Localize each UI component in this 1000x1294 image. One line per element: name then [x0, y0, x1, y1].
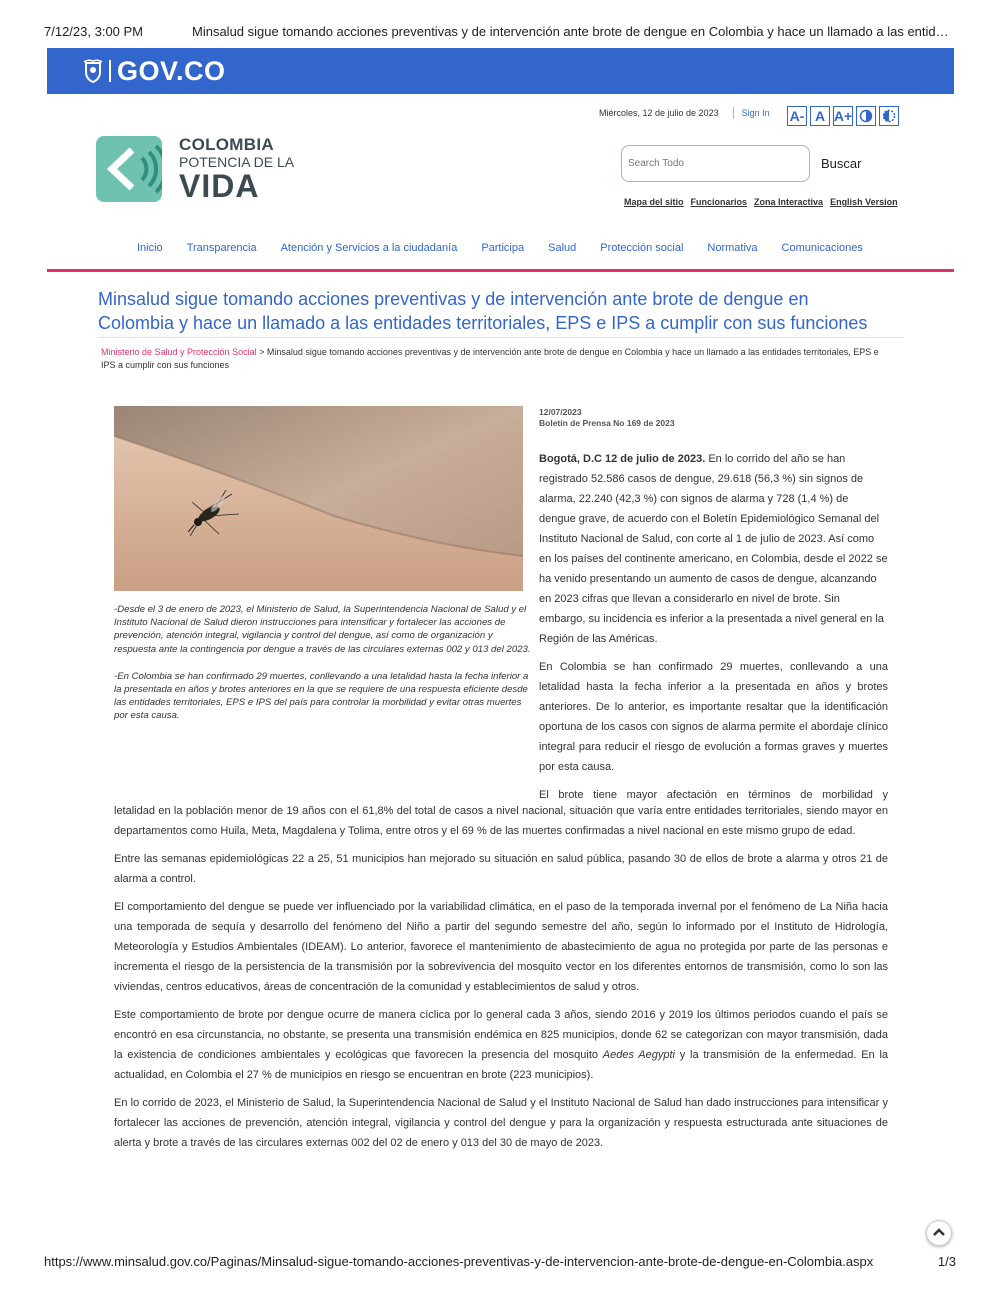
paragraph-6-b: y la transmisión de la enfermedad. En la actualidad, en Colombia el 27 % de municipios en riesgo se encuentran en brote (223 municipios). — [114, 1049, 889, 1081]
govco-logo-text: GOV.CO — [117, 55, 226, 86]
search-input[interactable] — [621, 145, 810, 182]
lead-dateline: Bogotá, D.C 12 de julio de 2023. — [539, 453, 706, 465]
paragraph-2: En Colombia se han confirmado 29 muertes, conllevando a una letalidad hasta la fecha inferior a la presentada en años y brotes anteriores. De lo anterior, es importante resaltar que la identificación oportuna de los casos con signos de alarma permite el abordaje clínico integral para reducir el riesgo de evolución a formas graves y muertes por esta causa. — [539, 661, 888, 773]
brand-line-3: VIDA — [179, 168, 260, 204]
article-headline: Minsalud sigue tomando acciones preventivas y de intervención ante brote de dengue en Colombia y hace un llamado a las entidades territoriales, EPS e IPS a cumplir con sus funciones — [98, 289, 868, 333]
site-links — [624, 197, 898, 207]
article-date: 12/07/2023 — [539, 407, 582, 417]
nav-item-salud[interactable]: Salud — [548, 242, 577, 254]
govco-logo[interactable] — [83, 56, 226, 87]
half-moon-icon — [882, 109, 896, 123]
main-nav — [137, 242, 887, 254]
lead-text: En lo corrido del año se han registrado 52.586 casos de dengue, 29.618 (56,3 %) sin signos de alarma, 22.240 (42,3 %) con signos de alarma y 728 (1,4 %) de dengue grave, de acuerdo con el Boletín Epidemiológico Semanal del Instituto Nacional de Salud, con corte al 1 de julio de 2023. Así como en los países del continente americano, en Colombia, desde el 2022 se ha venido presentando un aumento de casos de dengue, alcanzando en 2023 cifras que llevan a considerarlo en nivel de brote. Sin embargo, su incidencia es inferior a la presentada a nivel general en la Región de las Américas. — [539, 453, 888, 645]
print-footer — [44, 1254, 956, 1269]
contrast-button[interactable] — [856, 106, 876, 126]
photo-caption — [114, 603, 534, 737]
headline-rule — [98, 337, 904, 338]
dark-mode-button[interactable] — [879, 106, 899, 126]
paragraph-6-a: Este comportamiento de brote por dengue ocurre de manera cíclica por lo general cada 3 años, siendo 2016 y 2019 los últimos periodos cuando el país se encontró en esa circunstancia, no obstante, se presenta una transmisión endémica en 825 municipios, donde 62 se categorizan con mayor transmisión, dada la existencia de condiciones ambientales y ecológicas que favorecen la presencia del mosquito — [114, 1009, 888, 1061]
lead-paragraph — [539, 449, 888, 649]
breadcrumb-home-link[interactable]: Ministerio de Salud y Protección Social — [101, 347, 257, 357]
print-datetime: 7/12/23, 3:00 PM — [44, 24, 144, 39]
scroll-to-top-button[interactable] — [926, 1220, 952, 1246]
english-version-link[interactable]: English Version — [830, 197, 898, 207]
logo-separator — [109, 60, 111, 82]
chevron-up-icon — [932, 1226, 946, 1240]
paragraph-7: En lo corrido de 2023, el Ministerio de Salud, la Superintendencia Nacional de Salud y el Instituto Nacional de Salud han dado instrucciones para intensificar y fortalecer las acciones de prevención, atención integral, vigilancia y control del dengue y para la organización y respuesta estructurada ante situaciones de alerta y brote a través de las circulares externas 002 del 02 de enero y 013 del 30 de mayo de 2023. — [114, 1097, 888, 1149]
officials-link[interactable]: Funcionarios — [690, 197, 748, 207]
aedes-aegypti-term: Aedes Aegypti — [602, 1049, 676, 1061]
paragraph-6 — [114, 1005, 888, 1085]
nav-item-participa[interactable]: Participa — [481, 242, 525, 254]
breadcrumb-current: Minsalud sigue tomando acciones preventivas y de intervención ante brote de dengue en Colombia y hace un llamado a las entidades territoriales, EPS e IPS a cumplir con sus funciones — [101, 347, 879, 370]
sign-in-link[interactable]: Sign In — [741, 108, 770, 118]
contrast-icon — [859, 109, 873, 123]
interactive-zone-link[interactable]: Zona Interactiva — [754, 197, 824, 207]
breadcrumb — [101, 346, 891, 372]
brand-line-1: COLOMBIA — [179, 135, 274, 154]
nav-item-comunicaciones[interactable]: Comunicaciones — [781, 242, 863, 254]
article-column — [539, 449, 888, 805]
bulletin-number: Boletín de Prensa No 169 de 2023 — [539, 418, 675, 428]
site-map-link[interactable]: Mapa del sitio — [624, 197, 684, 207]
caption-paragraph-2: -En Colombia se han confirmado 29 muertes, conllevando a una letalidad hasta la fecha inferior a la presentada en años y brotes anteriores en la que se requiere de una respuesta eficiente desde las entidades territoriales, EPS e IPS del país para controlar la morbilidad y evitar otras muertes por esta causa. — [114, 670, 529, 722]
paragraph-3-start: El brote tiene mayor afectación en términos de morbilidad y — [539, 789, 888, 801]
top-info — [599, 107, 770, 119]
print-page-title: Minsalud sigue tomando acciones preventivas y de intervención ante brote de dengue en Colombia y hace un llamado a las entid… — [192, 24, 949, 39]
colombia-potencia-logo-icon — [96, 136, 162, 202]
caption-paragraph-1: -Desde el 3 de enero de 2023, el Ministerio de Salud, la Superintendencia Nacional de Salud y el Instituto Nacional de Salud dieron instrucciones para intensificar y fortalecer las acciones de prevención, atención integral, vigilancia y control del dengue, así como de organización y respuesta ante la contingencia por dengue a través de las circulares externas 002 y 013 del 2023. — [114, 604, 531, 655]
nav-item-normativa[interactable]: Normativa — [707, 242, 758, 254]
nav-item-transparencia[interactable]: Transparencia — [186, 242, 257, 254]
brand-text — [179, 136, 294, 202]
font-reset-button[interactable]: A — [810, 106, 830, 126]
paragraph-4: Entre las semanas epidemiológicas 22 a 25, 51 municipios han mejorado su situación en salud pública, pasando 30 de ellos de brote a alarma y otros 21 de alarma a control. — [114, 853, 888, 885]
nav-divider — [47, 269, 954, 272]
top-info-divider — [733, 107, 734, 119]
brand-line-2: POTENCIA DE LA — [179, 154, 295, 170]
page-number: 1/3 — [937, 1254, 956, 1269]
gov-bar — [47, 48, 954, 94]
article-photo — [114, 406, 523, 591]
article-meta — [539, 407, 675, 429]
paragraph-3-rest: letalidad en la población menor de 19 años con el 61,8% del total de casos a nivel nacional, situación que varía entre entidades territoriales, siendo mayor en departamentos como Huila, Meta, Magdalena y Tolima, entre otros y el 69 % de las muertes confirmadas a nivel nacional en este mismo grupo de edad. — [114, 805, 888, 837]
search-button[interactable]: Buscar — [821, 156, 862, 171]
breadcrumb-separator: > — [256, 347, 267, 357]
paragraph-5: El comportamiento del dengue se puede ver influenciado por la variabilidad climática, en el paso de la temporada invernal por el fenómeno de La Niña hacia una temporada de sequía y desarrollo del fenómeno del Niño a partir del segundo semestre del año, según lo informado por el Instituto de Hidrología, Meteorología y Estudios Ambientales (IDEAM). Lo anterior, favorece el mantenimiento de abastecimiento de agua no protegida por parte de las personas e incrementa el riesgo de la persistencia de la transmisión por la sobrevivencia del mosquito vector en los diferentes entornos de transmisión, como lo son las viviendas, centros educativos, áreas de concentración de la comunidad y establecimientos de salud y otros. — [114, 901, 888, 993]
nav-item-proteccion-social[interactable]: Protección social — [600, 242, 684, 254]
accessibility-controls — [787, 106, 899, 126]
nav-item-atencion[interactable]: Atención y Servicios a la ciudadanía — [280, 242, 458, 254]
font-increase-button[interactable]: A+ — [833, 108, 853, 124]
article-body — [114, 801, 888, 1161]
brand-logo[interactable] — [96, 136, 294, 202]
font-decrease-button[interactable]: A- — [787, 106, 807, 126]
print-header — [44, 24, 956, 39]
nav-item-inicio[interactable]: Inicio — [137, 242, 163, 254]
page-url: https://www.minsalud.gov.co/Paginas/Minsalud-sigue-tomando-acciones-preventivas-y-de-intervencion-ante-brote-de-dengue-en-Colombia.aspx — [44, 1254, 874, 1269]
coat-of-arms-icon — [83, 59, 103, 83]
current-date: Miércoles, 12 de julio de 2023 — [599, 108, 719, 118]
mosquito-on-skin-image — [114, 406, 523, 591]
